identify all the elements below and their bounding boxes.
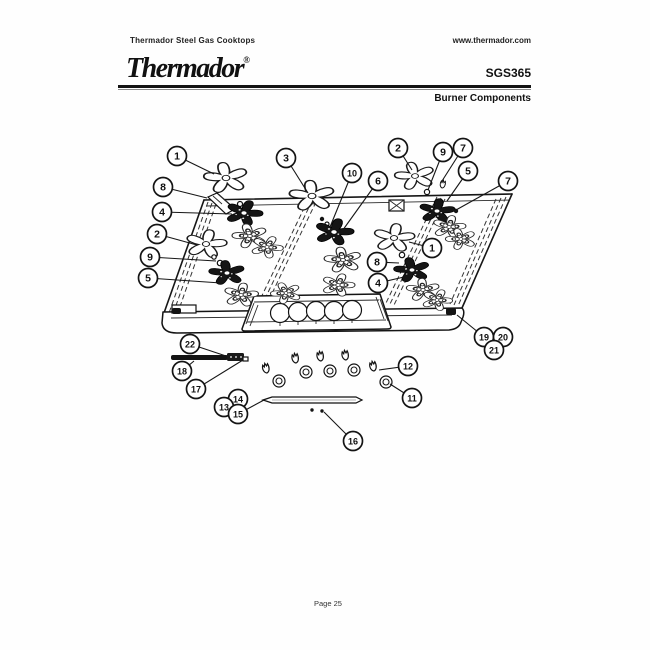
registered-mark: ® — [243, 54, 250, 65]
svg-text:16: 16 — [347, 436, 359, 447]
website-url: www.thermador.com — [452, 36, 531, 45]
svg-text:17: 17 — [190, 384, 202, 395]
svg-text:20: 20 — [497, 332, 509, 343]
orifice-dots — [310, 408, 323, 412]
model-number: SGS365 — [485, 66, 531, 80]
svg-text:22: 22 — [184, 339, 196, 350]
svg-text:9: 9 — [440, 146, 446, 159]
svg-text:5: 5 — [145, 272, 151, 285]
svg-text:14: 14 — [232, 394, 244, 405]
svg-text:4: 4 — [375, 277, 381, 290]
callout-16 — [324, 412, 363, 451]
callout-11 — [390, 384, 422, 408]
callout-10 — [330, 164, 362, 228]
svg-text:9: 9 — [147, 251, 153, 264]
burner-tube — [263, 397, 362, 403]
callout-21 — [485, 341, 504, 360]
callout-1 — [168, 147, 215, 175]
svg-text:13: 13 — [218, 402, 230, 413]
callout-1 — [409, 239, 442, 258]
callout-18 — [173, 361, 195, 381]
callout-12 — [379, 357, 418, 376]
svg-text:18: 18 — [176, 366, 188, 377]
manifold-bracket — [389, 200, 404, 211]
svg-text:4: 4 — [159, 206, 165, 219]
callout-22 — [181, 335, 227, 357]
svg-text:11: 11 — [407, 393, 417, 404]
svg-text:19: 19 — [478, 332, 490, 343]
svg-text:10: 10 — [346, 168, 358, 179]
svg-text:2: 2 — [154, 228, 160, 241]
svg-text:8: 8 — [374, 256, 380, 269]
svg-text:3: 3 — [283, 152, 289, 165]
svg-text:7: 7 — [460, 142, 466, 155]
svg-text:5: 5 — [465, 165, 471, 178]
svg-text:1: 1 — [174, 150, 180, 163]
deflector-bar — [171, 353, 244, 361]
doc-title: Thermador Steel Gas Cooktops — [130, 36, 256, 45]
svg-text:12: 12 — [402, 361, 414, 372]
svg-text:2: 2 — [395, 142, 401, 155]
clip-part — [243, 357, 248, 361]
brand-name: Thermador — [126, 53, 244, 84]
control-panel — [242, 294, 391, 331]
svg-text:15: 15 — [232, 409, 244, 420]
svg-text:21: 21 — [488, 345, 500, 356]
page-number: Page 25 — [314, 599, 342, 608]
svg-text:1: 1 — [429, 242, 435, 255]
svg-text:8: 8 — [160, 181, 166, 194]
svg-text:6: 6 — [375, 175, 381, 188]
callout-3 — [277, 149, 309, 194]
svg-text:7: 7 — [505, 175, 511, 188]
section-title: Burner Components — [434, 93, 531, 104]
callout-2 — [389, 139, 413, 171]
spark-igniters — [262, 350, 392, 388]
callout-8 — [154, 178, 208, 199]
